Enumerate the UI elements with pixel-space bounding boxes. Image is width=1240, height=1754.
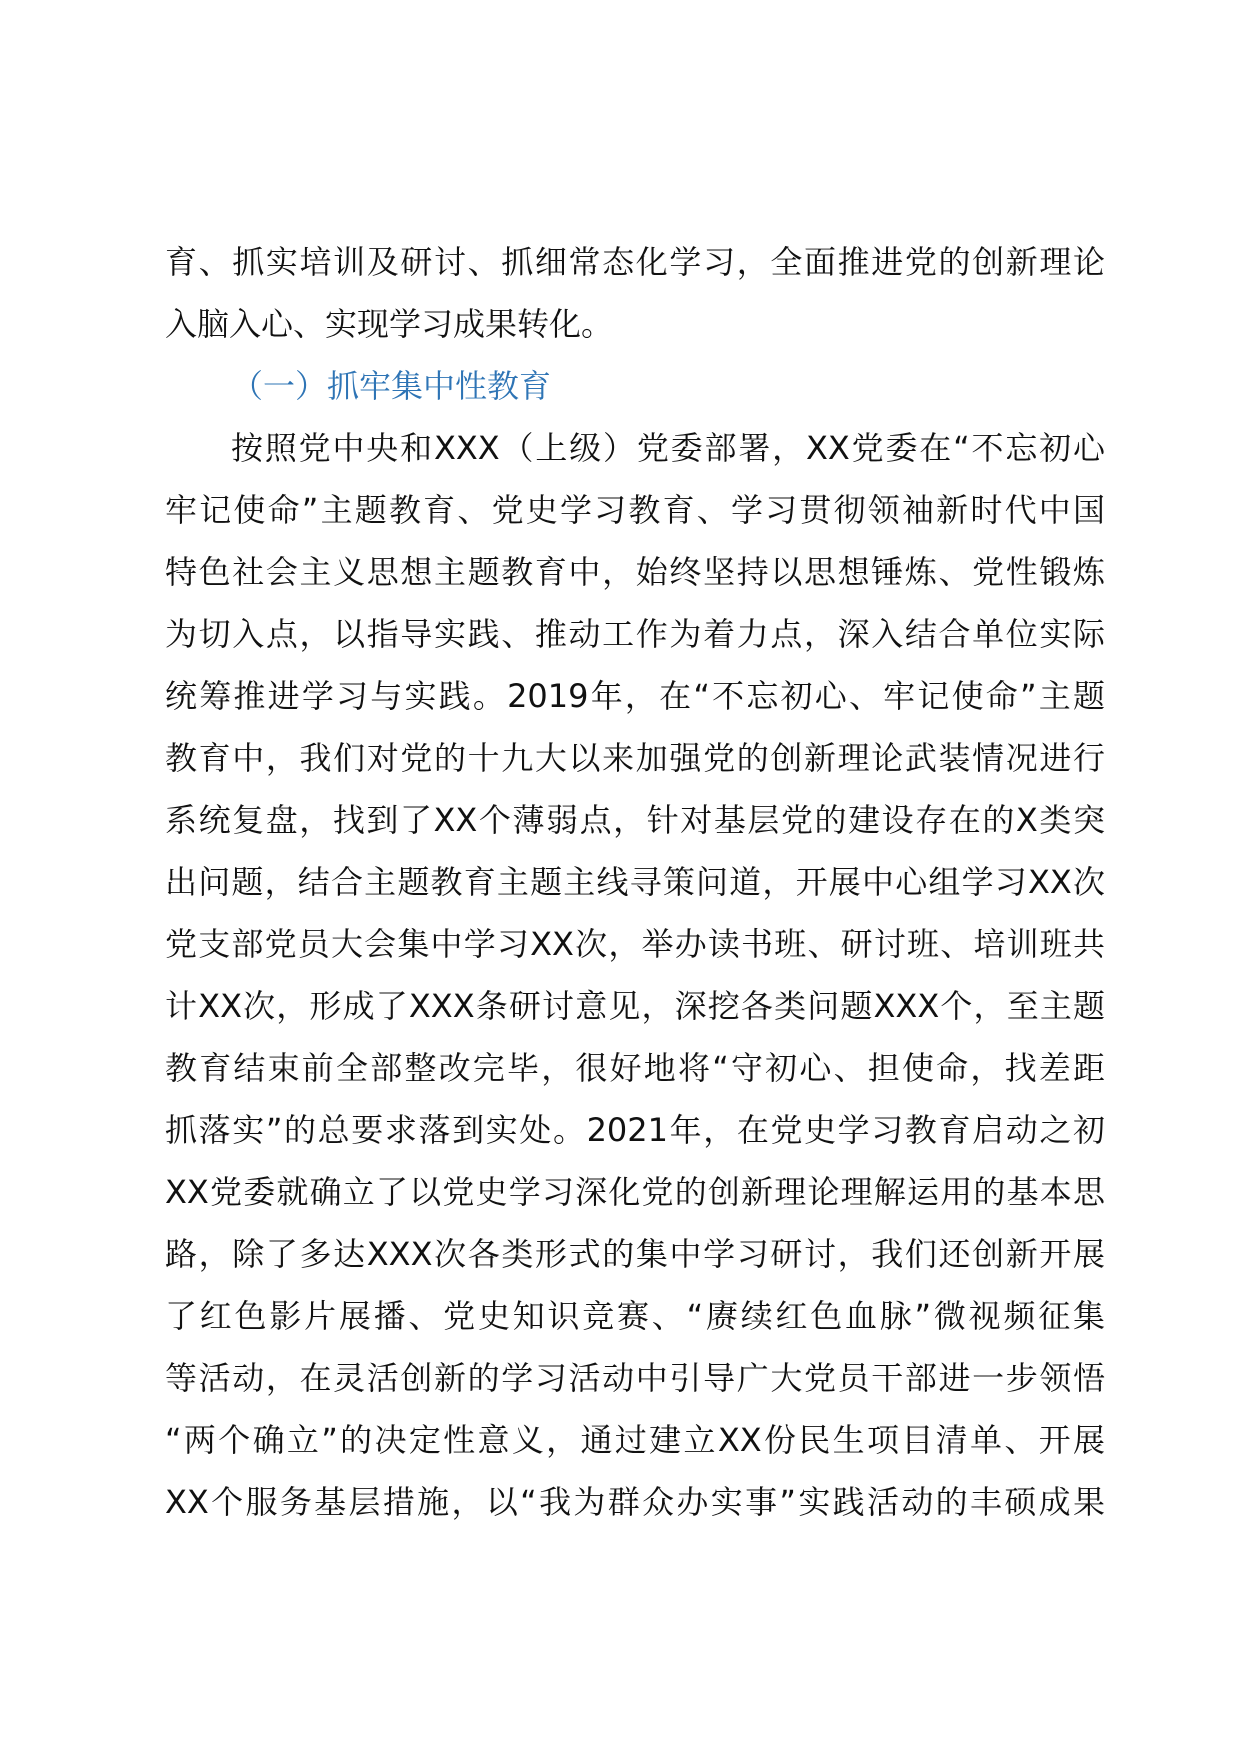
body-line-5: 统筹推进学习与实践。2019年，在“不忘初心、牢记使命”主题 xyxy=(165,677,1105,715)
body-line-7: 系统复盘，找到了XX个薄弱点，针对基层党的建设存在的X类突 xyxy=(165,801,1105,839)
body-line-12: 抓落实”的总要求落到实处。2021年，在党史学习教育启动之初 xyxy=(165,1111,1105,1149)
body-line-9: 党支部党员大会集中学习XX次，举办读书班、研讨班、培训班共 xyxy=(165,925,1105,963)
body-line-3: 特色社会主义思想主题教育中，始终坚持以思想锤炼、党性锻炼 xyxy=(165,553,1105,591)
body-line-4: 为切入点，以指导实践、推动工作为着力点，深入结合单位实际 xyxy=(165,615,1105,653)
document-body xyxy=(165,231,1105,1533)
body-line-2: 牢记使命”主题教育、党史学习教育、学习贯彻领袖新时代中国 xyxy=(165,491,1105,529)
body-line-10: 计XX次，形成了XXX条研讨意见，深挖各类问题XXX个，至主题 xyxy=(165,987,1105,1025)
intro-line-1: 育、抓实培训及研讨、抓细常态化学习，全面推进党的创新理论 xyxy=(165,243,1105,281)
body-line-14: 路，除了多达XXX次各类形式的集中学习研讨，我们还创新开展 xyxy=(165,1235,1105,1273)
section-heading: （一）抓牢集中性教育 xyxy=(231,367,552,405)
body-line-1: 按照党中央和XXX（上级）党委部署，XX党委在“不忘初心 xyxy=(231,429,1105,467)
body-line-17: “两个确立”的决定性意义，通过建立XX份民生项目清单、开展 xyxy=(165,1421,1105,1459)
body-line-6: 教育中，我们对党的十九大以来加强党的创新理论武装情况进行 xyxy=(165,739,1105,777)
body-line-16: 等活动，在灵活创新的学习活动中引导广大党员干部进一步领悟 xyxy=(165,1359,1105,1397)
body-line-8: 出问题，结合主题教育主题主线寻策问道，开展中心组学习XX次 xyxy=(165,863,1105,901)
body-line-11: 教育结束前全部整改完毕，很好地将“守初心、担使命，找差距 xyxy=(165,1049,1105,1087)
body-line-13: XX党委就确立了以党史学习深化党的创新理论理解运用的基本思 xyxy=(165,1173,1105,1211)
body-line-18: XX个服务基层措施，以“我为群众办实事”实践活动的丰硕成果 xyxy=(165,1483,1105,1521)
intro-line-2: 入脑入心、实现学习成果转化。 xyxy=(165,305,614,343)
body-line-15: 了红色影片展播、党史知识竞赛、“赓续红色血脉”微视频征集 xyxy=(165,1297,1105,1335)
